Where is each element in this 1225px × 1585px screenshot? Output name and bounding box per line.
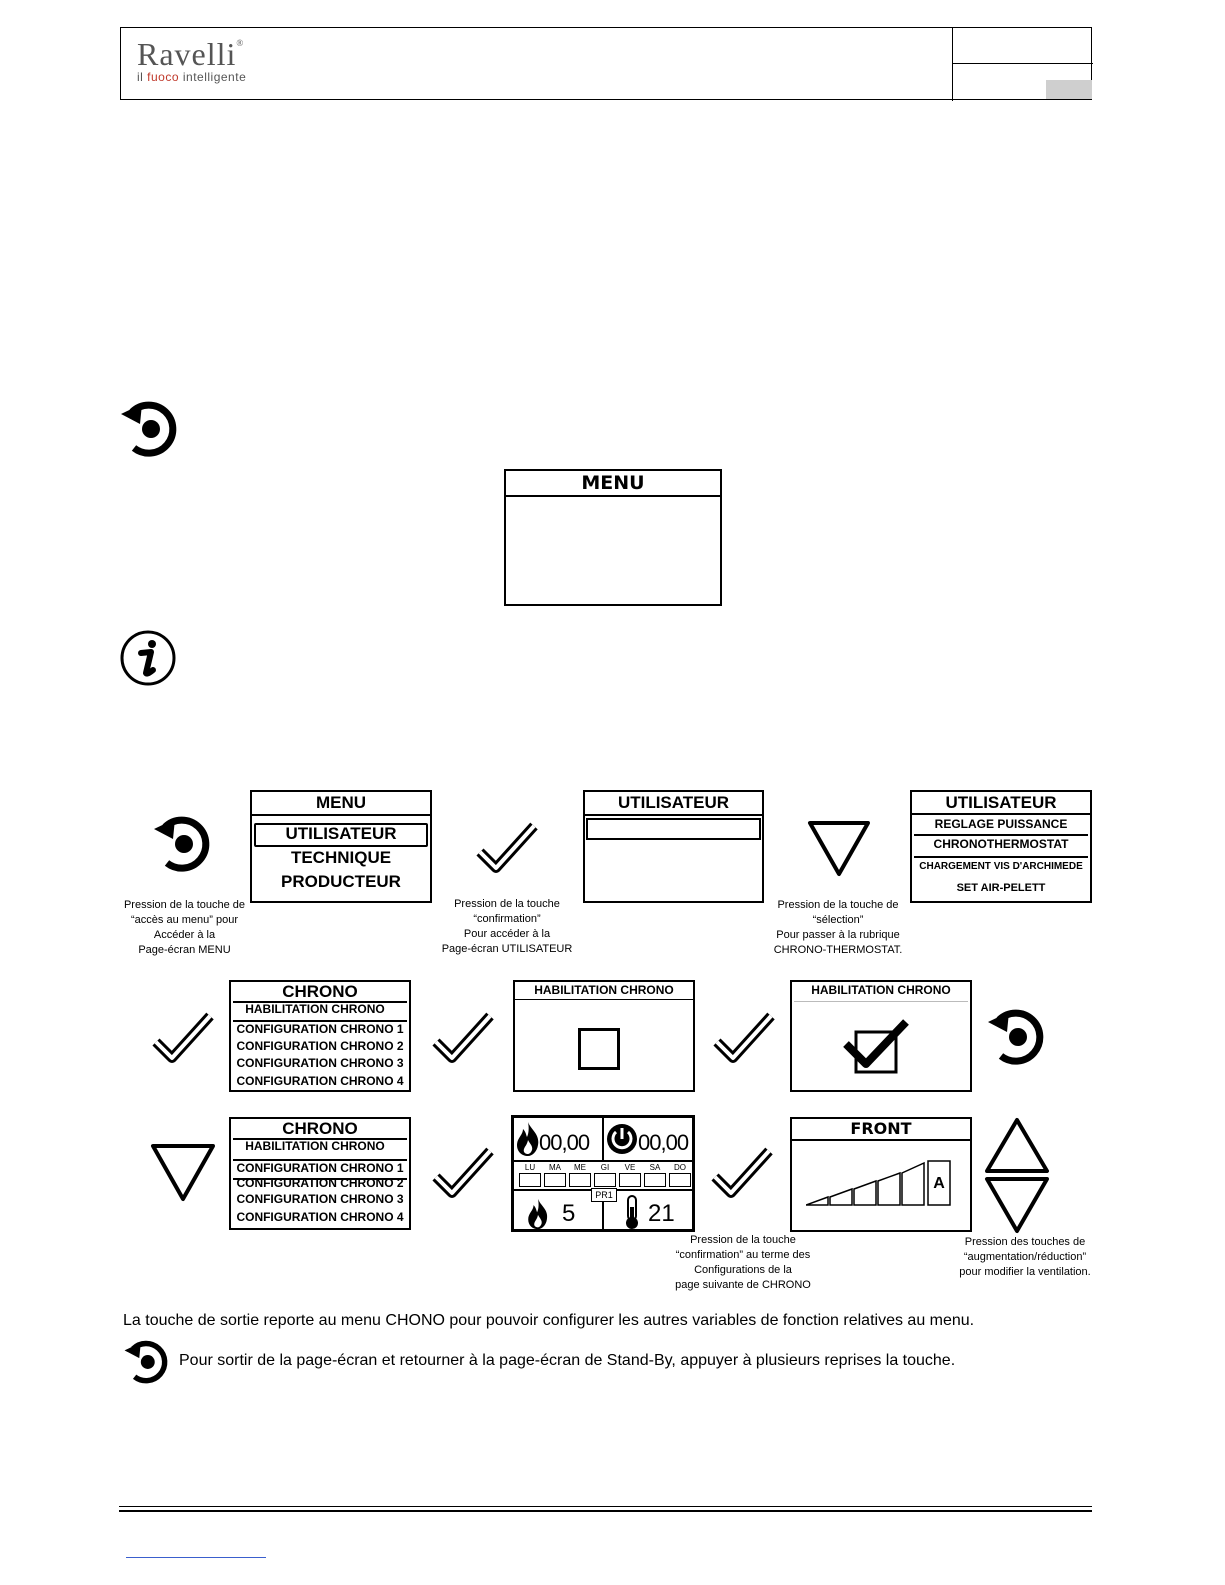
utilisateur-title: UTILISATEUR (585, 792, 762, 816)
ravelli-logo (137, 36, 246, 84)
divider (794, 1001, 968, 1002)
menu-preview-title: MENU (506, 471, 720, 497)
item-configuration-chrono-2: CONFIGURATION CHRONO 2 (236, 1039, 404, 1053)
day-label: SA (649, 1163, 661, 1172)
habilitation-screen-unchecked (513, 980, 695, 1092)
caption-updown: Pression des touches de “augmentation/réduction” pour modifier la ventilation. (959, 1236, 1091, 1278)
standby-note: Pour sortir de la page-écran et retourner à la page-écran de Stand-By, appuyer à plusieurs reprises la touche. (179, 1352, 956, 1369)
info-icon (119, 629, 177, 687)
item-habilitation-chrono: HABILITATION CHRONO (245, 1139, 385, 1153)
item-configuration-chrono-1: CONFIGURATION CHRONO 1 (236, 1161, 404, 1175)
item-configuration-chrono-3: CONFIGURATION CHRONO 3 (236, 1056, 404, 1070)
day-label: GI (600, 1163, 610, 1172)
menu-screen-preview (504, 469, 722, 606)
day-label: VE (624, 1163, 636, 1172)
utilisateur-screen-empty (583, 790, 764, 903)
front-title: FRONT (792, 1119, 970, 1141)
page-header (120, 27, 1092, 100)
header-divider (952, 63, 1093, 64)
power-icon (605, 1122, 639, 1156)
day-box (619, 1173, 641, 1187)
menu-item-utilisateur: UTILISATEUR (285, 824, 397, 843)
header-divider (952, 28, 953, 101)
confirm-check-icon (711, 1008, 777, 1066)
standby-display (511, 1115, 695, 1232)
exit-icon (985, 1006, 1049, 1068)
item-habilitation-chrono: HABILITATION CHRONO (245, 1002, 385, 1016)
divider (514, 1160, 692, 1162)
day-box (569, 1173, 591, 1187)
caption-menu-access: Pression de la touche de “accès au menu” pour Accéder à la Page-écran MENU (123, 899, 246, 956)
temperature-value: 21 (648, 1200, 675, 1227)
day-box (669, 1173, 691, 1187)
divider (602, 1118, 604, 1160)
flame-icon (515, 1121, 541, 1157)
power-level: 5 (562, 1200, 576, 1227)
timer-left: 00,00 (539, 1130, 590, 1155)
item-reglage-puissance: REGLAGE PUISSANCE (934, 817, 1068, 831)
thermometer-icon (622, 1195, 642, 1231)
day-box (644, 1173, 666, 1187)
confirm-check-icon (474, 818, 540, 876)
chrono-title: CHRONO (282, 982, 358, 1001)
menu-access-icon (151, 812, 215, 876)
confirm-check-icon (430, 1143, 496, 1201)
item-chargement-vis: CHARGEMENT VIS D'ARCHIMEDE (919, 861, 1083, 872)
caption-confirm: Pression de la touche “confirmation” Pour accéder à la Page-écran UTILISATEUR (441, 898, 573, 955)
caption-select: Pression de la touche de “sélection” Pour passer à la rubrique CHRONO-THERMOSTAT. (773, 899, 903, 956)
item-configuration-chrono-3: CONFIGURATION CHRONO 3 (236, 1192, 404, 1206)
item-set-air-pelett: SET AIR-PELETT (956, 882, 1046, 894)
exit-note: La touche de sortie reporte au menu CHONO pour pouvoir configurer les autres variables de fonction relatives au menu. (123, 1312, 975, 1329)
footer-rule (119, 1506, 1092, 1512)
day-label: MA (549, 1163, 561, 1172)
day-label: ME (574, 1163, 586, 1172)
menu-access-icon (118, 398, 182, 460)
day-box (594, 1173, 616, 1187)
utilisateur-title: UTILISATEUR (912, 792, 1090, 815)
menu-title: MENU (252, 792, 430, 816)
day-label: DO (674, 1163, 686, 1172)
day-label: LU (524, 1163, 536, 1172)
select-down-arrow-icon (807, 820, 871, 878)
fan-auto-label: A (933, 1175, 945, 1192)
days-row (518, 1163, 696, 1187)
select-down-arrow-icon (150, 1143, 216, 1203)
item-configuration-chrono-4: CONFIGURATION CHRONO 4 (236, 1210, 404, 1224)
selection-highlight (586, 818, 761, 840)
flame-icon (526, 1198, 550, 1230)
program-badge: PR1 (591, 1188, 617, 1202)
menu-screen (250, 790, 432, 903)
utilisateur-screen-list (910, 790, 1092, 903)
brand-name: Ravelli (137, 36, 237, 72)
page-number-box (1046, 80, 1092, 99)
day-box (544, 1173, 566, 1187)
footer-link-underline (126, 1557, 266, 1558)
registered-mark: ® (236, 38, 245, 48)
exit-icon (122, 1338, 172, 1386)
confirm-check-icon (430, 1008, 496, 1066)
habilitation-screen-checked (790, 980, 972, 1092)
habilitation-title: HABILITATION CHRONO (811, 983, 951, 997)
confirm-check-icon (709, 1143, 775, 1201)
checkbox-checked (842, 1018, 912, 1078)
menu-item-technique: TECHNIQUE (290, 848, 392, 867)
up-down-arrows-icon (984, 1117, 1050, 1237)
habilitation-title: HABILITATION CHRONO (515, 982, 693, 1000)
confirm-check-icon (150, 1008, 216, 1066)
item-chronothermostat: CHRONOTHERMOSTAT (933, 837, 1069, 851)
checkbox-unchecked (578, 1028, 620, 1070)
timer-right: 00,00 (638, 1130, 689, 1155)
item-configuration-chrono-1: CONFIGURATION CHRONO 1 (236, 1022, 404, 1036)
caption-confirm-end: Pression de la touche “confirmation” au terme des Configurations de la page suivante de CHRONO (675, 1234, 811, 1291)
menu-item-producteur: PRODUCTEUR (281, 872, 401, 891)
chrono-screen (229, 1117, 411, 1230)
front-fan-screen (790, 1117, 972, 1232)
tagline: il fuoco intelligente (137, 70, 247, 84)
day-box (519, 1173, 541, 1187)
chrono-title: CHRONO (282, 1119, 358, 1138)
chrono-screen (229, 980, 411, 1092)
item-configuration-chrono-4: CONFIGURATION CHRONO 4 (236, 1074, 404, 1088)
item-configuration-chrono-2: CONFIGURATION CHRONO 2 (236, 1176, 404, 1190)
